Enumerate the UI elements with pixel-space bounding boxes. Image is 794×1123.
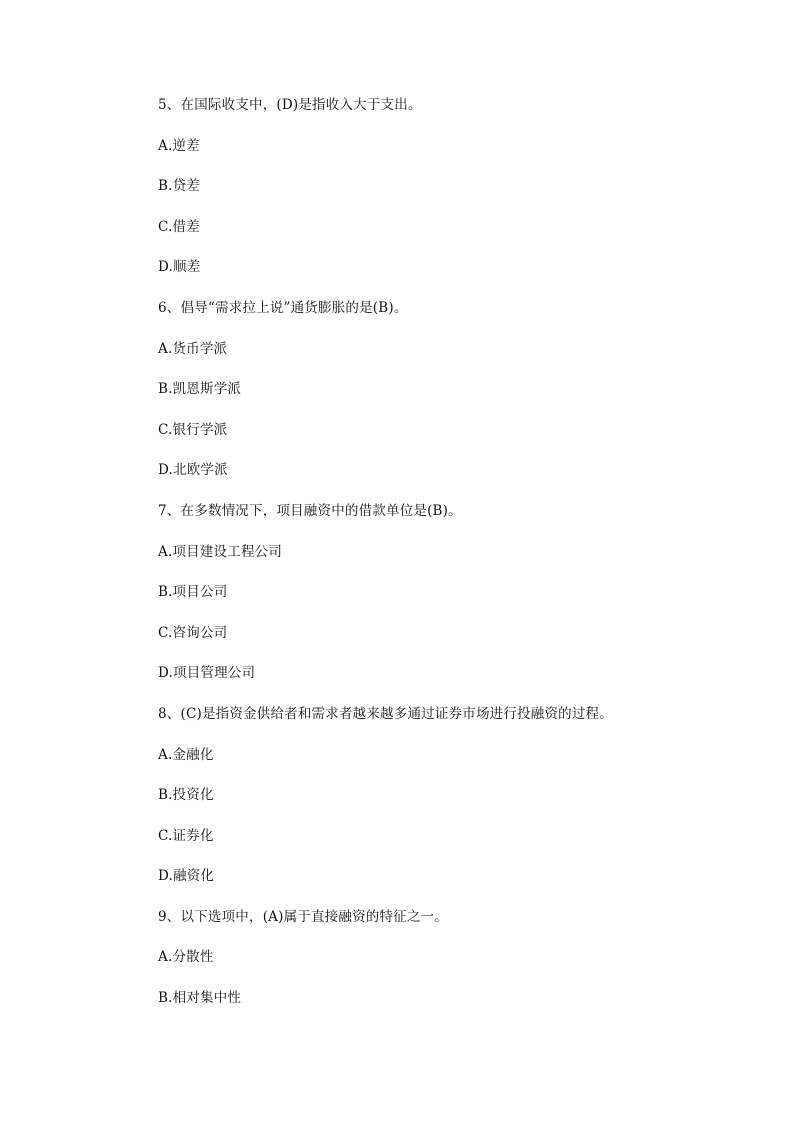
question-list bbox=[158, 94, 718, 1028]
answer-option: C.咨询公司 bbox=[158, 624, 228, 641]
answer-option: D.融资化 bbox=[158, 868, 215, 885]
answer-option: B.凯恩斯学派 bbox=[158, 381, 242, 398]
question-stem: 8、(C)是指资金供给者和需求者越来越多通过证券市场进行投融资的过程。 bbox=[158, 705, 613, 722]
answer-option: C.银行学派 bbox=[158, 421, 228, 438]
question-stem: 6、倡导“需求拉上说”通货膨胀的是(B)。 bbox=[158, 299, 408, 316]
answer-option: B.项目公司 bbox=[158, 584, 228, 601]
answer-option: D.北欧学派 bbox=[158, 462, 228, 479]
question-stem: 5、在国际收支中，(D)是指收入大于支出。 bbox=[158, 97, 422, 113]
answer-option: A.货币学派 bbox=[158, 340, 228, 357]
answer-option: D.顺差 bbox=[158, 259, 201, 276]
answer-option: B.投资化 bbox=[158, 787, 214, 804]
answer-option: A.项目建设工程公司 bbox=[158, 543, 283, 560]
answer-option: A.分散性 bbox=[158, 949, 214, 966]
answer-option: B.贷差 bbox=[158, 178, 201, 195]
answer-option: A.逆差 bbox=[158, 137, 200, 154]
question-stem: 9、以下选项中，(A)属于直接融资的特征之一。 bbox=[158, 908, 448, 925]
answer-option: A.金融化 bbox=[158, 746, 214, 763]
answer-option: D.项目管理公司 bbox=[158, 665, 256, 682]
answer-option: B.相对集中性 bbox=[158, 990, 242, 1007]
answer-option: C.证券化 bbox=[158, 827, 214, 844]
answer-option: C.借差 bbox=[158, 218, 200, 235]
question-stem: 7、在多数情况下，项目融资中的借款单位是(B)。 bbox=[158, 502, 462, 519]
